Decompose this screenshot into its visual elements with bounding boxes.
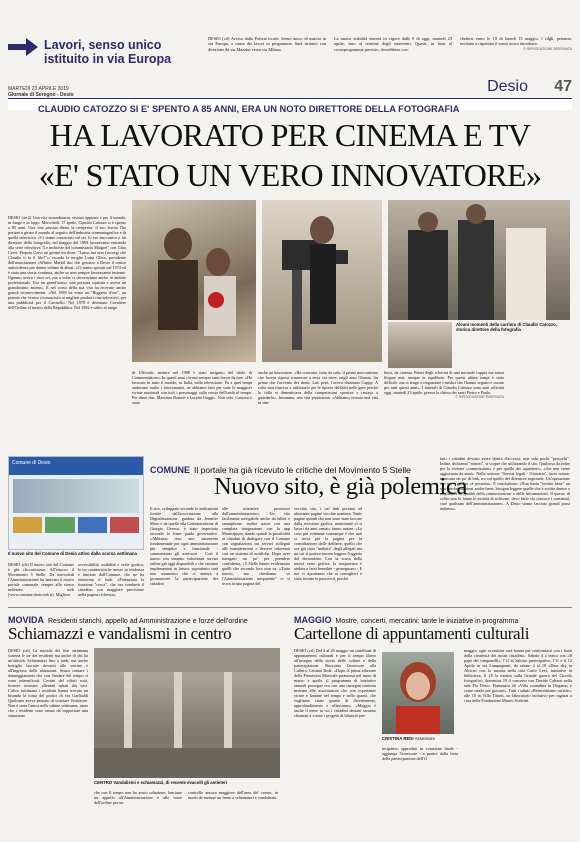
story3-photo-caption: CENTRO Vandalismi e schiamazzi, di recente evacolli gli antieteri: [94, 780, 228, 785]
story2-col-3: Il sito, sviluppato secondo le indicazioni fornite dall'associazione alla Digitalizzazione, guidata da Jennifer Moro e da quello alla Comunicazione di Giorgio Gerosa, è stato impostato secondo le linee guida governative. «Abbiamo reso uno strumento fondamentale per ogni amministrazione più semplice e funzionale - commentano gli assessori - Così il nuovo sito saranno valorizzati servizi online già oggi disponibili e che saranno implementati in futuro, soprattutto sarà uno strumento che ci aiuterà a promuovere la partecipazione dei cittadini: [150, 506, 218, 586]
dateline: MARTEDÌ 23 APRILE 2019 Giornale di Seregno - Desio: [8, 86, 74, 98]
portico-photo: [94, 648, 280, 778]
story4-tag: MAGGIO: [294, 615, 332, 625]
story2-col-4: alle iniziative promosse dall'amministrazione». Un sito facilmente navigabile anche da tablet e smartphone: inoltre nasce con una completa integrazione con la app Municipium, dando quindi la possibilità ai cittadini di dialogare con il Comune con segnalazioni sui servizi collegati alle manutenzioni e dessere informati con un sistema di notifiche. Dopo aver navigato un po' per prendere confidenza, i 5 Stelle hanno evidenziato quelli che secondo loro non va. «Tutto nuovo, ma chiediamo se l'Amministrazione trasparente" ci si trova in una pagina del: [222, 506, 290, 586]
story2-col-2: accessibilità, usabilità e veste grafica, le tre caratteristiche messe in evidenza e lanciate dall'Comune, che ne ha rinnovato il look. «Potenziata la funzione "cerca", che ora condurrà il cittadino con maggiore precisione nella pagina richiesta»: [78, 562, 144, 597]
story3-col-3: che con il tempo non ha avuto soluzione, lanciano un appello all'Amministrazione e alle forze dell'ordine per un: [94, 790, 182, 805]
story3-tag: MOVIDA: [8, 615, 44, 625]
brief-col-3: cludersi entro le 18 di lunedì 13 maggio. I rilgli, pertanto, invitano a rispettare il senso unico introdotto. © RIPRODUZIONE RISERVATA: [460, 36, 572, 51]
portrait-photo: [382, 652, 454, 734]
photo-figures: [132, 200, 256, 362]
site-header: Comune di Desio: [9, 457, 143, 475]
page-number: 47: [554, 78, 572, 95]
portrait-name: CRISTINA REDI: [382, 736, 414, 741]
story3-col-4: controllo ancora maggiore dell'area del centro, in modo da mettere un freno a schiamazzi e vandalismi.: [188, 790, 278, 800]
story2-col-5: vecchio sito, i cui link portano ad aberrante pagine vecchie maniera. Tante pagine quindi che non sono state toccate dalla revisione grafica, nonostante ci si lavori da anni ormai» fanno notare. «La cosa più eclatante comunque è che non si trova più la pagina per la consultazione delle delibere, quello che ora già stata "multata" degli allegati ma un cui si poteva ancora leggere l'oggetto del documento. Con la scusa della nuova veste grafica, la trasparenza è andata a farsi benedire - proseguono - E noi ci riportiamo che ai consiglieri è stata fornita la password, perché: [294, 506, 362, 581]
photo-catozzo-1: [132, 200, 256, 362]
story2-col-6: tutti i cittadini devono avere diritto d'accesso, non solo pochi "prescelti". Infine, dichiamo "minori", si scopre che utilizzando il sito. Qualcosa da ridire per la sezione «commissioni» e per quella dei «quartieri», «che non viene aggiornata da anni». Nella sezione "Servizi legali - Giustizia", fuori notare, mancano un po' di link, tra cui quello del difensore regionale. Un'operazione che per i grillini «è pessima». E concludono: «Non basta "vestire bene" un sito perché funzioni anche bene, bisogna leggere quelle che è scritto dentro e migliorare la qualità della comunicazione e delle informazioni. Il questo di solito non lo fanno le società di software, devo farlo chi conosce i contenuti, cioè qualcuno dell'amministrazione». A Desio siamo lasciato grandi passi indietro».: [440, 456, 570, 511]
portrait-figure: [382, 652, 454, 734]
story4-col-3: maggio, ogni occasione sarà buona per conformarsi con i frutti della creatività dei nostri cittadini». Sabato 4 a teatro con «Il papà dei campanelli», l'11 al Salotto partecipativo, l'11 e il 12 Aprile in via Lampugnani, da sabato 4 al 18 «Dear day in Africa» con la mostra nella sala Carlo Levi, iniziative in biblioteca, il 18 la mostra sulla Grande guerra del Circolo fotografico, domenica 19 il concerto con Davide Cabassi nella sala Pio Desio. Domenica 26 «Villa contadina in Dugana» e cento strade per giocare». Tutti i sabati «Reinventiamo un'arte», alle 10 in Villa Tittoni, un laboratorio inclusivo per ragazzi a cura della Fondazione Museo Scalvini.: [464, 648, 572, 703]
photo-catozzo-4: [388, 322, 452, 368]
photo-camera: [262, 200, 382, 362]
story3-deck: Residenti stanchi, appello ad Amministrazione e forze dell'ordine: [48, 618, 248, 625]
divider: [8, 607, 572, 608]
story1-col-3: anche un innovatore. «Ha costruito, tutto da solo, il primo meccanismo che faceva riprese trasmesse a terra via etere, negli anni Ottanta, fin prima che l'avvento dei droni. Lui, però, l'aveva chiamato Cuppy. A volte non riusciva a utilizzarlo per le riprese dall'alto nelle gare perché lo fulla si dimenticava delle competizioni sportive e restava a guardarlo». Insomma, una vita pienissima. «Abbiamo vissuto una vita in sim-: [258, 370, 378, 405]
brief-col-1: DESIO (ctl) Avviso dalla Polizia locale. Senso unico di marcia in via Europa, a causa dei lavori in programma. Sarà istituito con direzione da via Mazzini verso via Milano.: [208, 36, 326, 52]
story2-photo-caption: Il nuovo sito del Comune di Desio attivo dalla scorsa settimana: [8, 551, 137, 556]
arrow-icon: [8, 38, 38, 56]
story1-col-1: DESIO (arr2) Una vita straordinaria, vissuta appieno e per il mondo, in lungo e in largo. Mercoledì, 17 aprile, Claudio Catozzo si è spento a 85 anni. Una vita passata dietro la cinepresa: il suo lavoro l'ha portato a girare il mondo al seguito dell'industria cinematografica e di quella televisiva. «Ci siamo conosciuti sul set. Io ero truccatrice e lui direttore della fotografia, nel maggio del 1969 lavoravamo entrambi alla serie televisiva "Le inchieste del commissario Maigret" con Gino Cervi. Proprio Cervi un giorno mi disse: "Luisa, ma non t'accorgi che Claudio ti fa il filo?"», ricorda la moglie Luisa Oliva, presidente dell'associazione «Whitee Marbil du» che gestisce a Desio il centro antiviolenza per donne vittime di abusi. «Ci siamo sposati nel 1974 ed è stata una storia continua, anche se non sempre lavoravamo insieme. Ognuno aveva i suoi set, ma a volte ci ritrovavamo anche in ambito professionale. Era un grand'uomo, una persona squisita e aveva un grandissimo animo». E nel corso della sua vita ha ricevuto anche grandi riconoscimenti. «Nel 1969 ha vinto un "Biggatto d'oro", un premio che veniva riconosciuto ai migliori prodotti cine-televisivi, per una pubblicità per il Carosello. Nel 1978 è diventato Cavaliere dell'Ordine al merito della Repubblica. Nel 1982 è salito al rango: [8, 215, 126, 310]
story2-tag: COMUNE: [150, 465, 190, 475]
portrait-role: Assessore: [414, 736, 435, 741]
brief-col-2: La nuova viabilità entrerà in vigore dalle 9 di oggi, martedì 23 aprile, sino al termine degli interventi. Questi, in base al cronoprogramma previsto, dovrebbero con-: [334, 36, 452, 52]
story2-deck: Il portale ha già ricevuto le critiche del Movimento 5 Stelle: [194, 465, 411, 475]
story3-headline: Schiamazzi e vandalismi in centro: [8, 624, 232, 643]
story2-headline: Nuovo sito, è già polemica: [214, 473, 467, 500]
headline-line-2: «E' STATO UN VERO INNOVATORE»: [38, 157, 542, 193]
photo-catozzo-2: [262, 200, 382, 362]
story1-col-2: di Ufficiale, mentre nel 1988 è stato insignito del titolo di Commendatore». In questi anni c'erano sempre tanti lavori da fare. «Ha lavorato in tutto il mondo, in Italia, nella televisione. Fu a quei tempi andavano molto i fotoromanzi, ne abbiamo fatti per tutte le maggiori riviste nazionali con tutti i personaggi sulla cresta dell'onda al tempo. Per dirne due, Massimo Ranieri e Loretta Goggi». Non solo, Catozzo è stato: [132, 370, 252, 405]
story1-col-4: biosi, da cinema. Poteri degli schermi di una normale coppia ma senza litigare mai, sempre in equilibrio. Per questi ultimi tempi è stato difficile, ma ci tengo a ringraziare i medici che l'hanno seguito e curato per tutti questi anni». I funerali di Claudio Catozzo sono stati officiati oggi, martedì 23 aprile, presso la chiesa dei santi Pietro e Paolo. © RIPRODUZIONE RISERVATA: [384, 370, 504, 399]
photo-catozzo-3: [388, 200, 570, 320]
portrait-caption: [382, 736, 462, 741]
story2-col-1: DESIO (ctl) Il nuovo sito del Comune è già cliccatissimo. All'attacco il Movimento 5 Stelle. Da mercoledì l'Amministrazione ha lanciato il nuovo portale comunale, sempre allo stesso indirizzo web (www.comune.desio.mb.it). Migliore: [8, 562, 74, 597]
story4-headline: Cartellone di appuntamenti culturali: [294, 624, 530, 643]
kicker-bar: [8, 98, 572, 114]
story4-col-1: DESIO (ctl) Dal 4 al 26 maggio un cartellone di appuntamenti culturali e per il tempo libero all'insegna della storia delle culture e della partecipazione. Racconta l'assessore alla Cultura, Cristina Redi: «Dopo la prima edizione della Primavera Musicale promossa nel mese di marzo e aprile, il programma di iniziative annuali prosegue ora con una rassegna contesta insieme alle associazioni che con esperienze vicine e lontane nel tempo e nello spazio, che vogliamo siano spunto di divertimento, approfondimento e riflessione». «Maggio è anche il mese in cui i cittadini desiani saranno chiamati a votare i progetti di bilancio par-: [294, 648, 376, 718]
story3-photo: [94, 648, 280, 778]
brief-title: Lavori, senso unico istituito in via Europa: [44, 38, 172, 66]
story1-caption: Alcuni momenti della carriera di Claudio Catozzo, storico direttore della fotografia: [456, 322, 557, 333]
headline-line-1: HA LAVORATO PER CINEMA E TV: [49, 117, 531, 153]
section-name: Desio: [487, 78, 528, 95]
story3-col-1: DESIO (ctl) La movida del fine settimana scatena le ire dei residenti ma anche di chi ha un'attività. Schiamazzi fino a tardi, ma anche bottiglie lasciate dovunti alle vetrine e all'ingresso delle abitazioni. Senza contare i danneggiamenti che con l'andare del tempo si sono intensificati. Cestini del rifiuti rotti, fioriere rovinate, allentati rubati dai vasi. L'altro settimana i residenti hanno trovato un bisonda la torna del portici di via Garibaldi Qualcuno aveva pensato di svuotare l'estintore. Non è stata l'unica nelle ultime settimane, tanto che i residenti sono ormai da sopportare una situazione: [8, 648, 88, 718]
website-screenshot: [8, 456, 144, 550]
kicker-text: CLAUDIO CATOZZO SI E' SPENTO A 85 ANNI, ERA UN NOTO DIRETTORE DELLA FOTOGRAFIA: [38, 104, 460, 114]
story4-deck: Mostre, concerti, mercatini: tante le iniziative in programma: [335, 618, 519, 625]
site-hero: [13, 479, 139, 513]
story4-col-2: tecipativo approdati in votazione finale - aggiunge l'assessore - a partire dalla festa della partecipazione dell'11: [382, 746, 458, 761]
site-tiles: [13, 517, 139, 533]
photo-crew: [388, 200, 570, 320]
